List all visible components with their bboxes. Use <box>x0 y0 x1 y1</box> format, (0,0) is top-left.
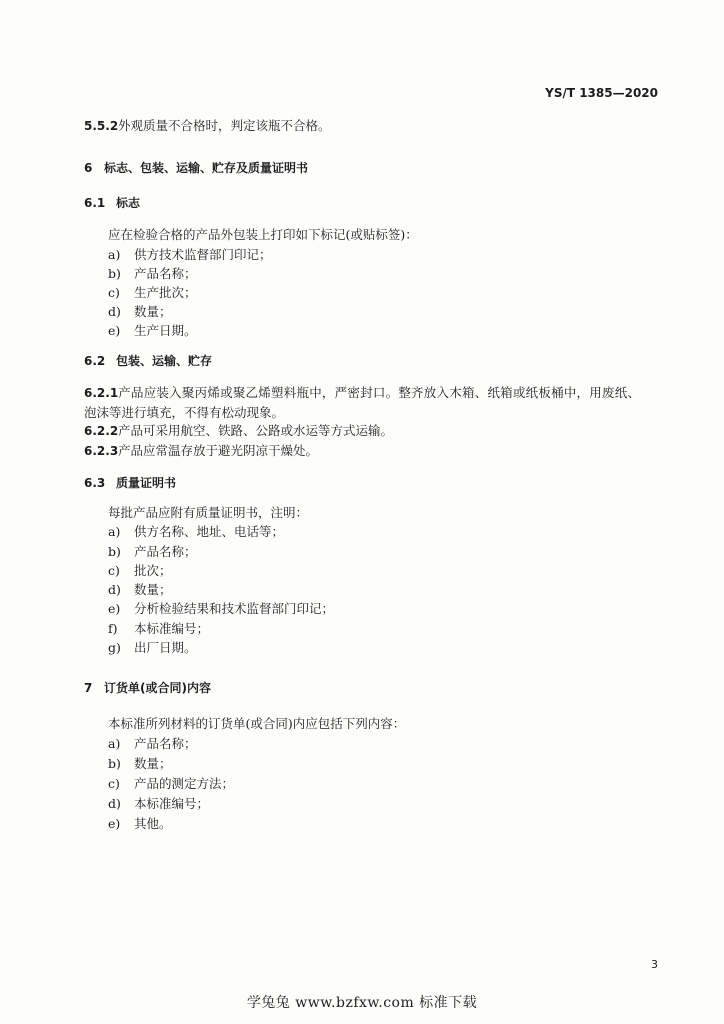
item-text: 产品名称； <box>134 736 197 751</box>
list-item <box>108 563 172 579</box>
list-item <box>108 323 197 339</box>
section-6-1-heading <box>84 195 140 211</box>
section-title: 订货单(或合同)内容 <box>104 681 211 695</box>
list-item <box>108 247 272 263</box>
item-text: 数量； <box>134 304 172 319</box>
section-number: 6.2 <box>84 354 106 368</box>
clause-text: 产品应常温存放于避光阴凉干燥处。 <box>118 443 319 458</box>
list-item <box>108 544 197 560</box>
section-title: 包装、运输、贮存 <box>116 354 213 368</box>
item-label: c) <box>108 776 120 791</box>
item-text: 分析检验结果和技术监督部门印记； <box>134 601 335 616</box>
footer-watermark: 学兔兔 www.bzfxw.com 标准下载 <box>246 995 478 1011</box>
item-label: a) <box>108 524 121 539</box>
item-text: 产品名称； <box>134 266 197 281</box>
item-label: d) <box>108 582 121 597</box>
item-label: e) <box>108 601 121 616</box>
document-code: YS/T 1385—2020 <box>545 86 658 100</box>
list-item <box>108 601 334 617</box>
list-item <box>108 736 197 752</box>
item-label: c) <box>108 563 120 578</box>
item-text: 生产批次； <box>134 285 197 300</box>
item-label: c) <box>108 285 120 300</box>
list-item <box>108 582 172 598</box>
section-6-2-heading <box>84 353 212 369</box>
item-text: 本标准编号； <box>134 796 210 811</box>
item-label: a) <box>108 736 121 751</box>
item-text: 数量； <box>134 756 172 771</box>
item-label: b) <box>108 266 121 281</box>
item-text: 产品的测定方法； <box>134 776 235 791</box>
item-text: 产品名称； <box>134 544 197 559</box>
clause-number: 6.2.3 <box>84 444 119 458</box>
clause-text: 产品应装入聚丙烯或聚乙烯塑料瓶中，严密封口。整齐放入木箱、纸箱或纸板桶中，用废纸、泡沫等进行填充，不得有松动现象。 <box>84 385 640 420</box>
list-item <box>108 524 284 540</box>
item-label: e) <box>108 816 121 831</box>
item-text: 其他。 <box>134 816 172 831</box>
item-text: 生产日期。 <box>134 323 197 338</box>
section-7-intro: 本标准所列材料的订货单(或合同)内应包括下列内容： <box>108 716 406 731</box>
section-6-3-heading <box>84 475 176 491</box>
section-6-heading <box>84 160 308 176</box>
list-item <box>108 756 172 772</box>
section-title: 标志、包装、运输、贮存及质量证明书 <box>104 161 309 175</box>
section-number: 6.3 <box>84 476 106 490</box>
item-text: 批次； <box>134 563 172 578</box>
section-title: 质量证明书 <box>116 476 177 490</box>
section-number: 6 <box>84 161 93 175</box>
item-label: b) <box>108 544 121 559</box>
clause-text: 产品可采用航空、铁路、公路或水运等方式运输。 <box>118 423 394 438</box>
item-text: 供方技术监督部门印记； <box>134 247 272 262</box>
item-label: e) <box>108 323 121 338</box>
list-item <box>108 796 209 812</box>
clause-6-2-1 <box>84 383 640 423</box>
item-text: 本标准编号； <box>134 621 210 636</box>
clause-6-2-2 <box>84 423 393 439</box>
item-text: 数量； <box>134 582 172 597</box>
clause-number: 6.2.1 <box>84 386 119 400</box>
item-label: a) <box>108 247 121 262</box>
clause-text: 外观质量不合格时，判定该瓶不合格。 <box>118 118 331 133</box>
item-label: d) <box>108 304 121 319</box>
list-item <box>108 266 197 282</box>
item-label: g) <box>108 640 121 655</box>
section-number: 7 <box>84 681 93 695</box>
list-item <box>108 640 197 656</box>
section-number: 6.1 <box>84 196 106 210</box>
clause-number: 5.5.2 <box>84 119 119 133</box>
list-item <box>108 285 197 301</box>
list-item <box>108 621 209 637</box>
section-6-3-intro: 每批产品应附有质量证明书，注明： <box>108 505 309 520</box>
clause-6-2-3 <box>84 443 318 459</box>
item-text: 出厂日期。 <box>134 640 197 655</box>
page-number: 3 <box>651 958 658 971</box>
list-item <box>108 816 172 832</box>
item-text: 供方名称、地址、电话等； <box>134 524 285 539</box>
list-item <box>108 304 172 320</box>
clause-5-5-2 <box>84 118 331 134</box>
item-label: f) <box>108 621 118 636</box>
section-title: 标志 <box>116 196 141 210</box>
section-6-1-intro: 应在检验合格的产品外包装上打印如下标记(或贴标签)： <box>108 227 418 242</box>
item-label: d) <box>108 796 121 811</box>
item-label: b) <box>108 756 121 771</box>
clause-number: 6.2.2 <box>84 424 119 438</box>
section-7-heading <box>84 680 211 696</box>
list-item <box>108 776 234 792</box>
